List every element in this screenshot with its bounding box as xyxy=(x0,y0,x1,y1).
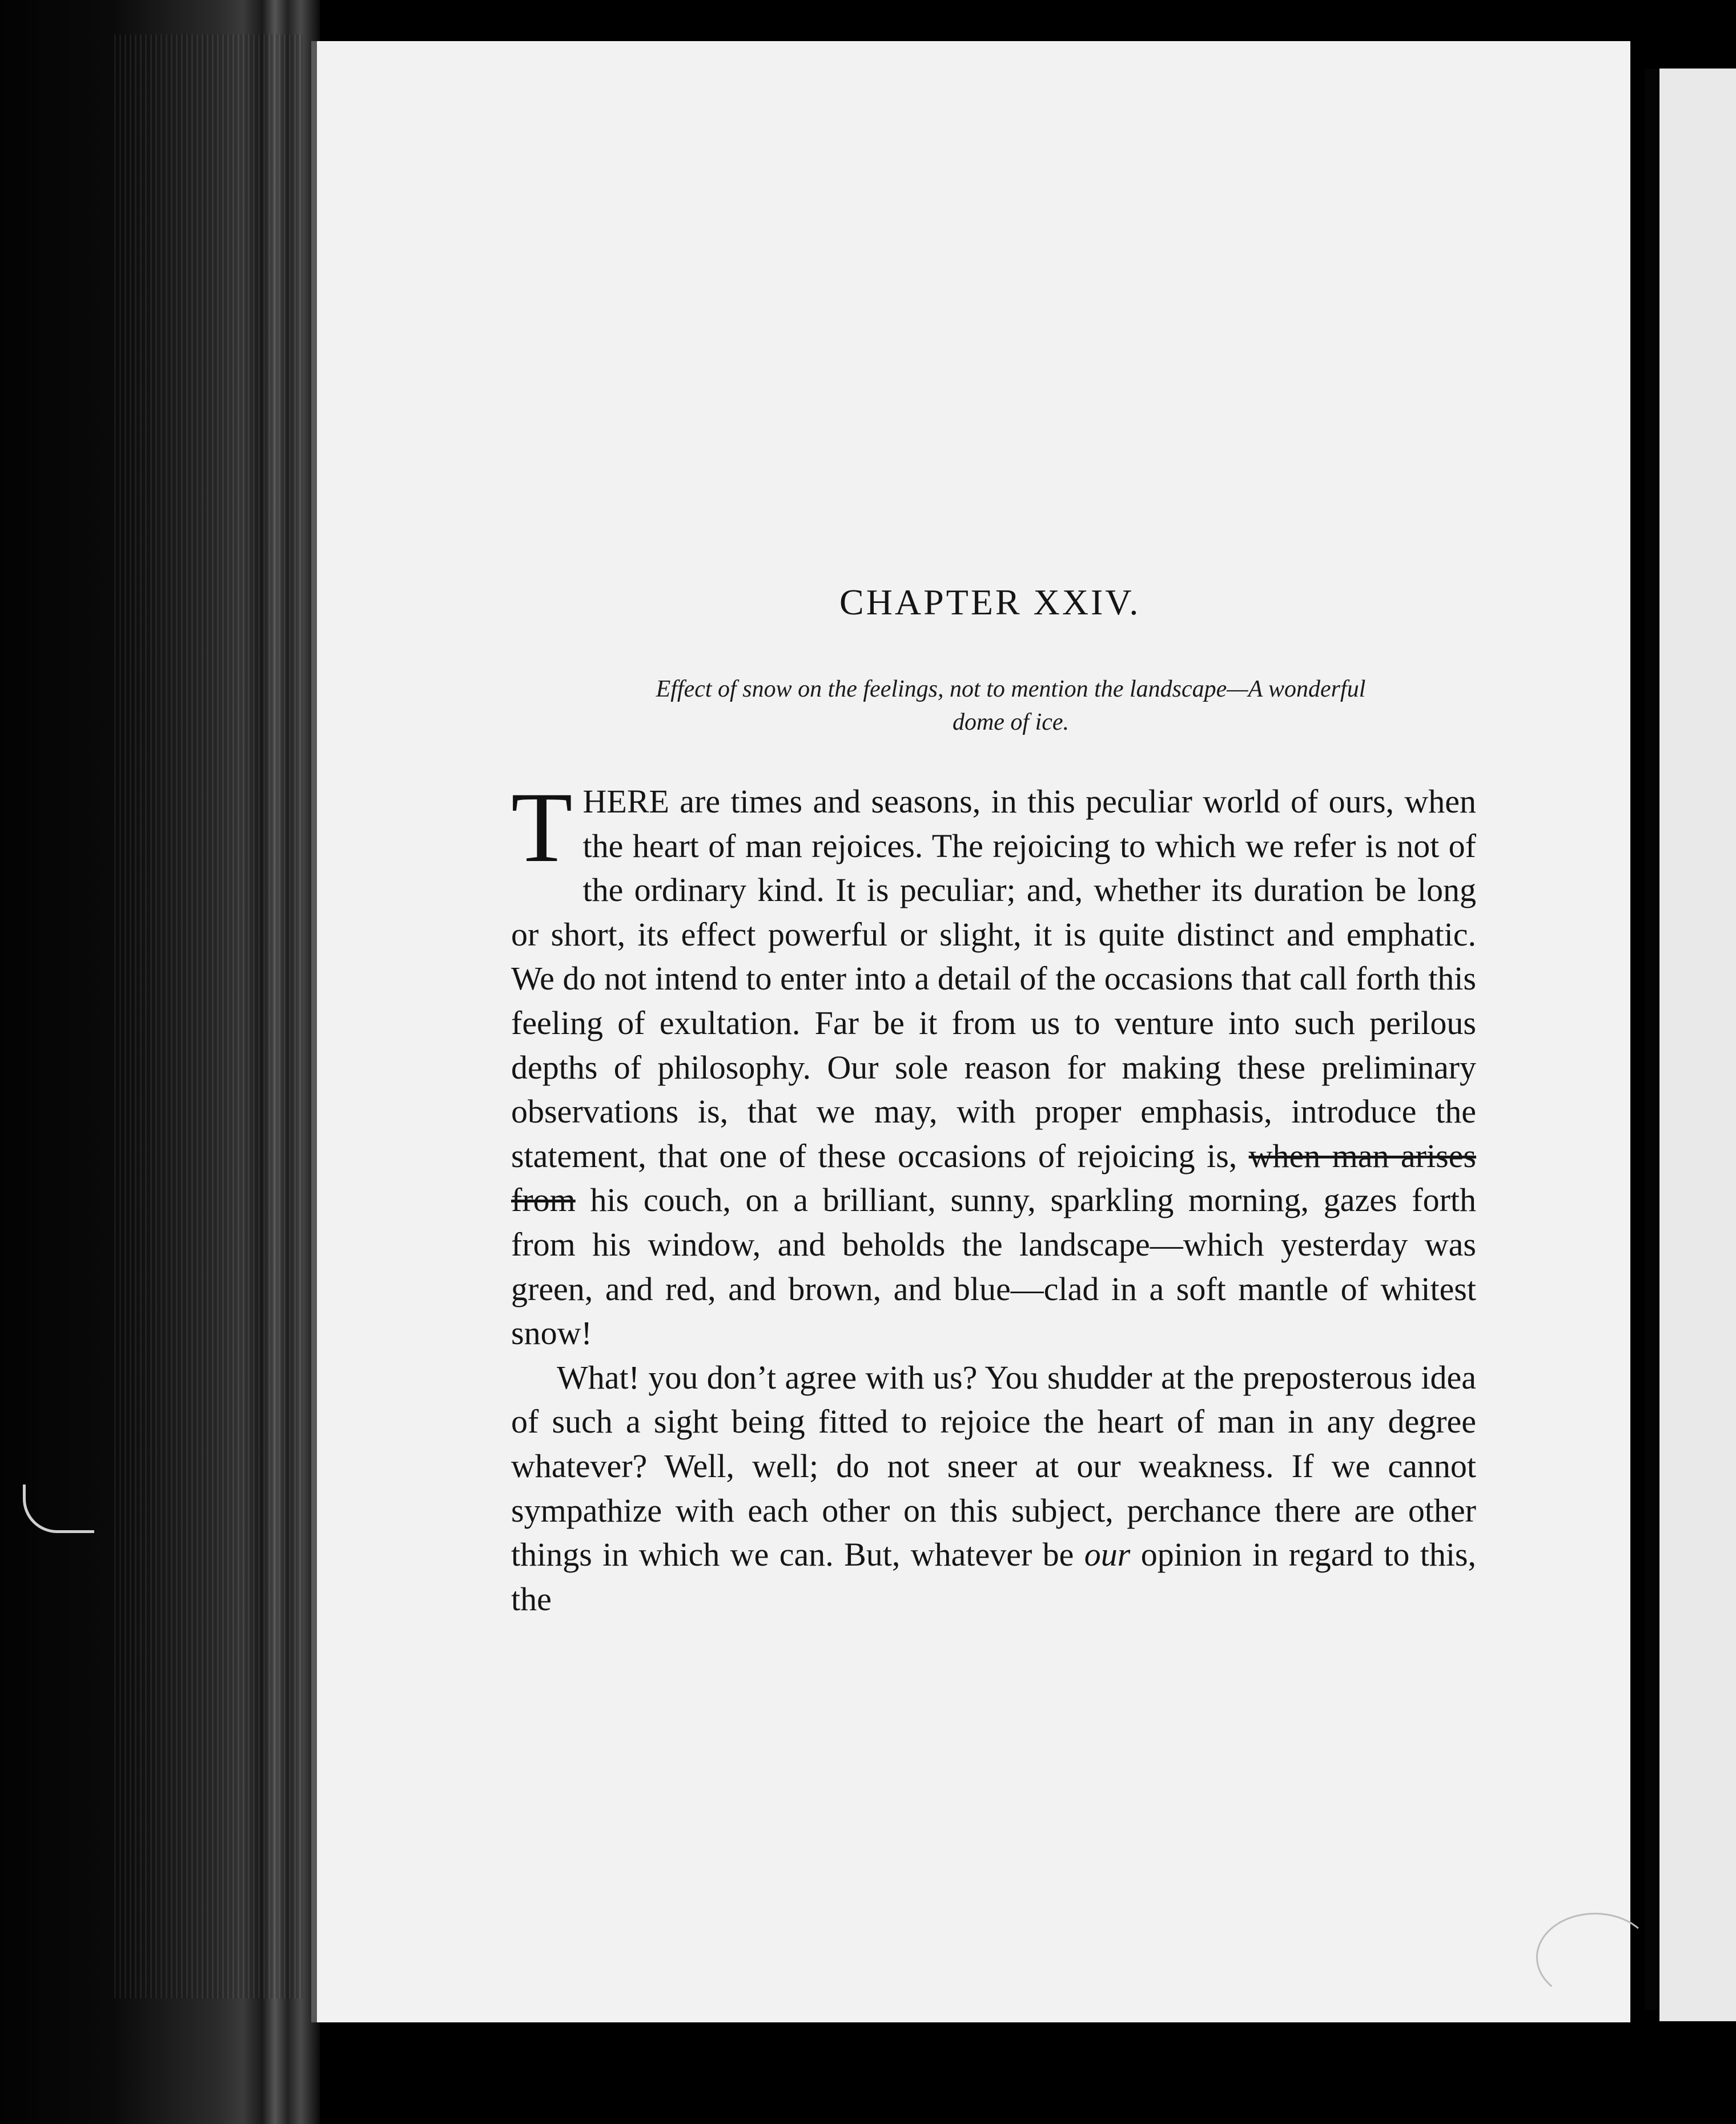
page-gutter-line xyxy=(1645,69,1657,2010)
body-text xyxy=(511,772,1477,1621)
scan-artifact-arc xyxy=(1536,1913,1654,2002)
binding-edge-streaks xyxy=(114,34,303,1998)
chapter-synopsis-line-2: dome of ice. xyxy=(952,709,1070,735)
paragraph-1 xyxy=(511,772,1476,1355)
emphasized-word: our xyxy=(1084,1536,1131,1574)
paragraph-2 xyxy=(511,1355,1476,1622)
chapter-synopsis-line-1: Effect of snow on the feelings, not to mention the landscape—A wonderful xyxy=(656,676,1366,702)
facing-page-edge xyxy=(1659,69,1736,2021)
chapter-title: CHAPTER XXIV. xyxy=(839,582,1141,622)
chapter-synopsis xyxy=(548,673,1473,739)
struck-through-text: when man arises from xyxy=(511,1137,1476,1219)
paragraph-2-text-a: What! you don’t agree with us? You shudder at the preposterous idea of such a sight being fitted to rejoice the heart of man in any degree whatever? Well, well; do not sneer at our weakness. If we cannot sympathize with each other on this subject, perchance there are other things in which we can. But, whatever be xyxy=(511,1358,1476,1574)
paragraph-2-text-b: opinion in regard to this, the xyxy=(511,1536,1477,1618)
paragraph-1-text-a: HERE are times and seasons, in this peculiar world of ours, when the heart of man rejoices. The rejoicing to which we refer is not of the ordinary kind. It is peculiar; and, whether its duration be long or short, its effect powerful or slight, it is quite distinct and emphatic. We do not intend to enter into a detail of the occasions that call forth this feeling of exultation. Far be it from us to venture into such perilous depths of philosophy. Our sole reason for making these preliminary observations is, that we may, with proper emphasis, introduce the statement, that one of these occasions of rejoicing is, xyxy=(511,783,1476,1174)
paragraph-1-text-b: his couch, on a brilliant, sunny, sparkling morning, gazes forth from his window, and beholds the landscape—which yesterday was green, and red, and brown, and blue—clad in a soft mantle of whitest snow! xyxy=(511,1181,1476,1352)
drop-cap: T xyxy=(511,772,573,883)
